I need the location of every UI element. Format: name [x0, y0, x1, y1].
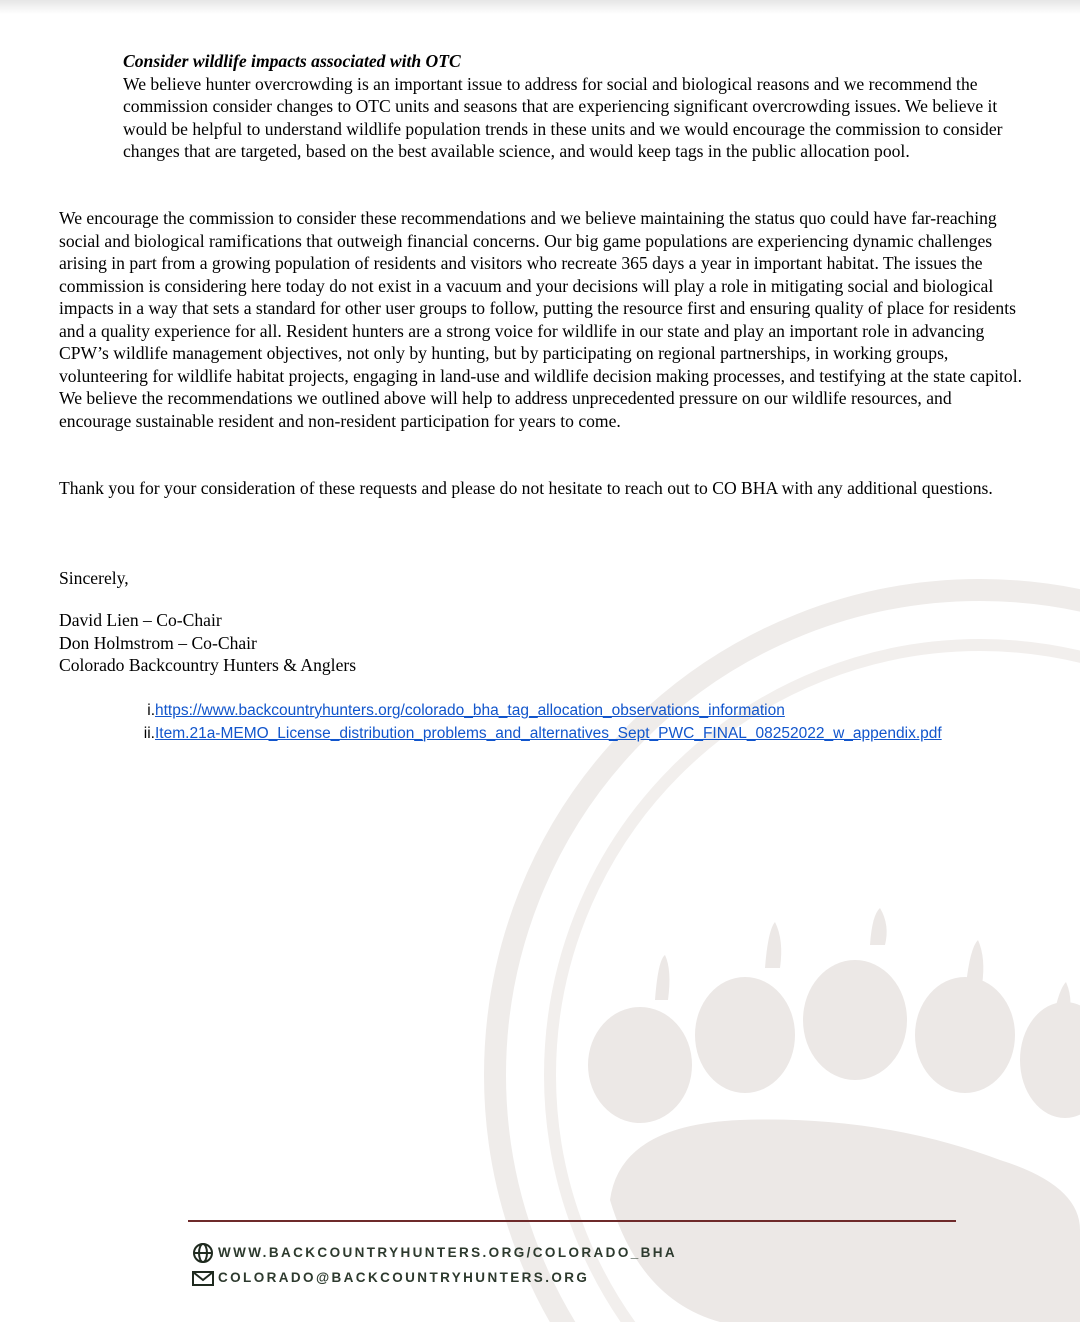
globe-icon [190, 1242, 216, 1264]
reference-link-license-memo[interactable]: Item.21a-MEMO_License_distribution_problems_and_alternatives_Sept_PWC_FINAL_08252022_w_appendix.pdf [155, 724, 942, 742]
thanks-paragraph: Thank you for your consideration of these requests and please do not hesitate to reach out to CO BHA with any additional questions. [59, 478, 993, 498]
footer-divider [188, 1220, 956, 1222]
footer-email[interactable]: COLORADO@BACKCOUNTRYHUNTERS.ORG [218, 1270, 590, 1285]
references-list [120, 700, 1020, 745]
signer-don-holmstrom: Don Holmstrom – Co-Chair [59, 632, 257, 653]
section-heading: Consider wildlife impacts associated with OTC [123, 51, 461, 71]
envelope-icon [190, 1267, 216, 1289]
reference-link-tag-allocation[interactable]: https://www.backcountryhunters.org/colorado_bha_tag_allocation_observations_information [155, 702, 785, 719]
section-body: We believe hunter overcrowding is an important issue to address for social and biological reasons and we recommend the commission consider changes to OTC units and seasons that are experiencing significant overcrowding issues. We believe it would be helpful to understand wildlife population trends in these units and we would encourage the commission to consider changes that are targeted, based on the best available science, and would keep tags in the public allocation pool. [123, 73, 1003, 161]
reference-number: i. [147, 702, 155, 719]
footer-website[interactable]: WWW.BACKCOUNTRYHUNTERS.ORG/COLORADO_BHA [218, 1245, 678, 1260]
otc-wildlife-section [123, 50, 1013, 163]
reference-item [120, 723, 1020, 746]
footer [190, 1240, 677, 1290]
closing-salutation: Sincerely, [59, 568, 129, 588]
signer-organization: Colorado Backcountry Hunters & Anglers [59, 655, 357, 675]
signer-david-lien: David Lien – Co-Chair [59, 610, 222, 630]
reference-item [120, 700, 1020, 723]
footer-website-row [190, 1240, 677, 1265]
footer-email-row [190, 1265, 677, 1290]
reference-number: ii. [143, 724, 155, 742]
recommendations-paragraph: We encourage the commission to consider these recommendations and we believe maintaining the status quo could have far-reaching social and biological ramifications that outweigh financial concerns. Our big game populations are experiencing dynamic challenges arising in part from a growing population of residents and visitors who recreate 365 days a year in important habitat. The issues the commission is considering here today do not exist in a vacuum and your decisions will play a role in mitigating social and biological impacts in a way that sets a standard for other user groups to follow, putting the resource first and ensuring quality of place for residents and a quality experience for all. Resident hunters are a strong voice for wildlife in our state and play an important role in advancing CPW’s wildlife management objectives, not only by hunting, but by participating on regional partnerships, in working groups, volunteering for wildlife habitat projects, engaging in land-use and wildlife decision making processes, and testifying at the state capitol. We believe the recommendations we outlined above will help to address unprecedented pressure on our wildlife resources, and encourage sustainable resident and non-resident participation for years to come. [59, 208, 1022, 431]
signature-block [59, 609, 1024, 677]
